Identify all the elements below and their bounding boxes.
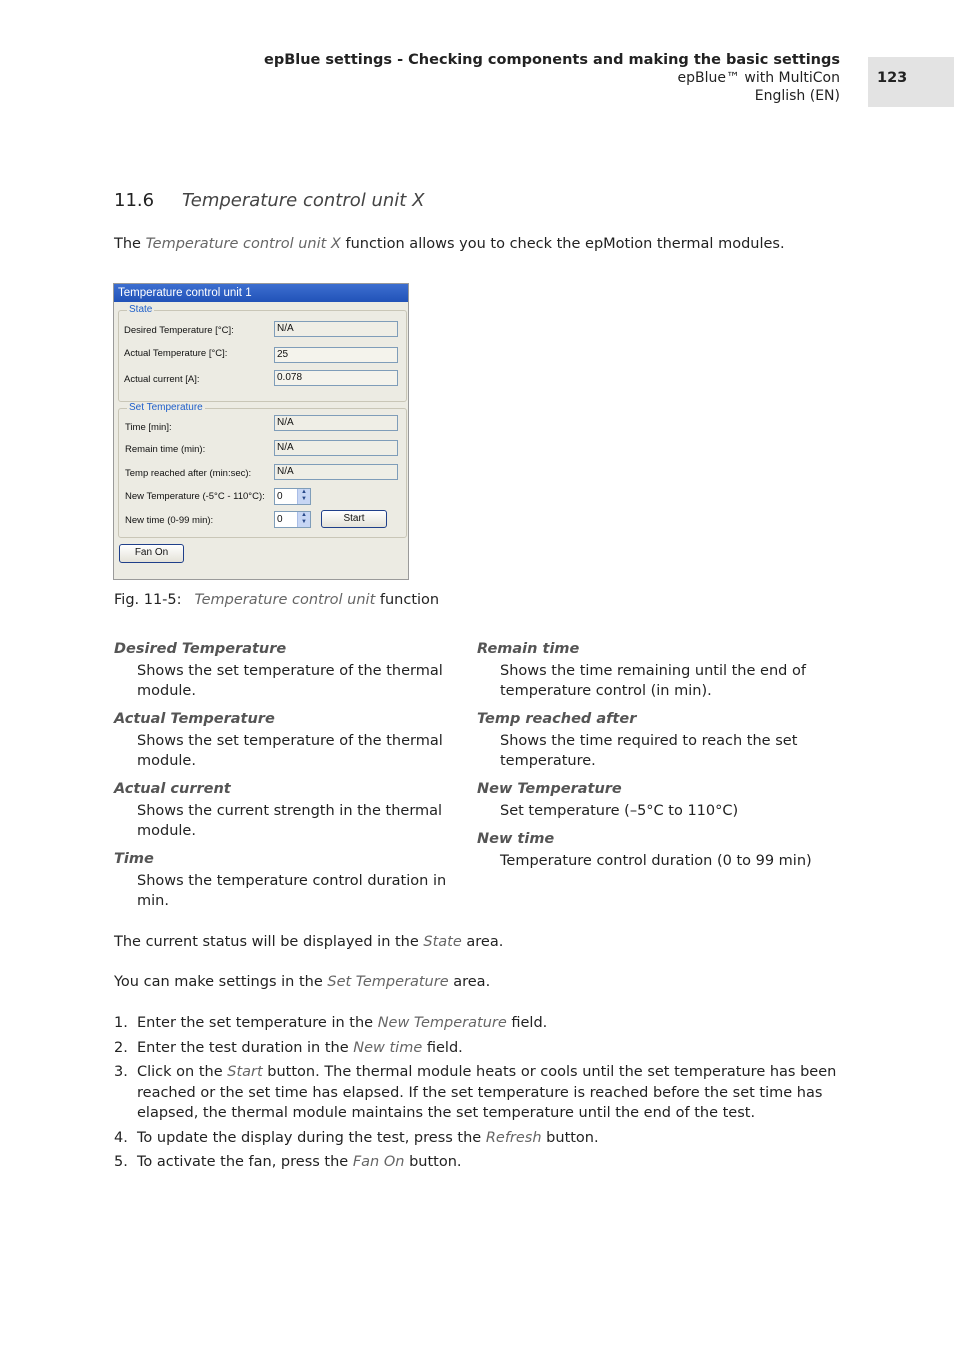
- actual-temperature-field: 25: [274, 347, 398, 363]
- list-item: 1. Enter the set temperature in the New Temperature field.: [114, 1015, 548, 1031]
- definition-description: Shows the set temperature of the thermal module.: [137, 663, 443, 699]
- definition-description: Shows the current strength in the thermal module.: [137, 803, 443, 839]
- actual-current-field: 0.078: [274, 370, 398, 386]
- new-time-label: New time (0-99 min):: [125, 515, 214, 526]
- definition-description: Temperature control duration (0 to 99 min): [500, 853, 812, 869]
- definition-term: New Temperature: [477, 781, 622, 797]
- intro-reference: Temperature control unit X: [145, 236, 341, 252]
- definition-term: Remain time: [477, 641, 580, 657]
- page-number: 123: [877, 70, 908, 86]
- remain-time-field: N/A: [274, 440, 398, 456]
- actual-temperature-label: Actual Temperature [°C]:: [124, 348, 228, 359]
- definition-term: Actual current: [114, 781, 231, 797]
- page-number-box: [868, 57, 954, 107]
- section-title: Temperature control unit X: [182, 190, 425, 211]
- definition-term: Temp reached after: [477, 711, 637, 727]
- list-item: 3. Click on the Start button. The thermal module heats or cools until the set temperature has been reached or the set time has elapsed. If the set temperature is reached before the set time has elapsed, the thermal module maintains the set temperature until the end of the test.: [114, 1064, 837, 1121]
- actual-current-label: Actual current [A]:: [124, 374, 200, 385]
- desired-temperature-field: N/A: [274, 321, 398, 337]
- fan-on-button[interactable]: Fan On: [119, 544, 184, 563]
- remain-time-label: Remain time (min):: [125, 444, 206, 455]
- list-item: 4. To update the display during the test, press the Refresh button.: [114, 1129, 599, 1146]
- definition-term: New time: [477, 831, 555, 847]
- spinner-arrows-icon[interactable]: ▲ ▼: [297, 489, 310, 504]
- definition-description: Shows the set temperature of the thermal module.: [137, 733, 443, 769]
- definition-description: Shows the time remaining until the end of temperature control (in min).: [500, 663, 806, 699]
- definition-term: Actual Temperature: [114, 711, 275, 727]
- state-group-legend: State: [129, 304, 153, 315]
- definition-term: Time: [114, 851, 154, 867]
- section-number: 11.6: [114, 190, 155, 211]
- time-field: N/A: [274, 415, 398, 431]
- instruction-steps: [114, 1013, 844, 1177]
- new-temperature-label: New Temperature (-5°C - 110°C):: [125, 491, 265, 502]
- running-header-title: epBlue settings - Checking components and making the basic settings: [263, 52, 840, 68]
- new-temperature-spinner[interactable]: 0 ▲ ▼: [274, 488, 311, 505]
- new-time-spinner[interactable]: 0 ▲ ▼: [274, 511, 311, 528]
- temp-reached-field: N/A: [274, 464, 398, 480]
- temp-reached-label: Temp reached after (min:sec):: [125, 468, 252, 479]
- definition-term: Desired Temperature: [114, 641, 287, 657]
- desired-temperature-label: Desired Temperature [°C]:: [124, 325, 234, 336]
- set-temperature-group-legend: Set Temperature: [129, 402, 203, 413]
- set-temperature-paragraph: You can make settings in the Set Temperature area.: [114, 974, 491, 990]
- figure-caption: Fig. 11-5: Temperature control unit function: [114, 592, 440, 608]
- definition-description: Shows the temperature control duration in min.: [137, 873, 447, 909]
- dialog-title-bar: Temperature control unit 1: [114, 284, 408, 302]
- running-header-product: epBlue™ with MultiCon: [677, 70, 840, 86]
- state-paragraph: The current status will be displayed in the State area.: [114, 934, 504, 950]
- running-header-language: English (EN): [754, 88, 840, 104]
- list-item: 5. To activate the fan, press the Fan On button.: [114, 1154, 462, 1170]
- temperature-control-dialog: [113, 283, 409, 580]
- time-label: Time [min]:: [125, 422, 172, 433]
- intro-paragraph: The Temperature control unit X function allows you to check the epMotion thermal modules.: [114, 236, 785, 252]
- start-button[interactable]: Start: [321, 510, 387, 528]
- definition-description: Set temperature (–5°C to 110°C): [500, 803, 739, 819]
- definition-description: Shows the time required to reach the set temperature.: [500, 733, 798, 769]
- list-item: 2. Enter the test duration in the New time field.: [114, 1039, 463, 1056]
- spinner-arrows-icon[interactable]: ▲ ▼: [297, 512, 310, 527]
